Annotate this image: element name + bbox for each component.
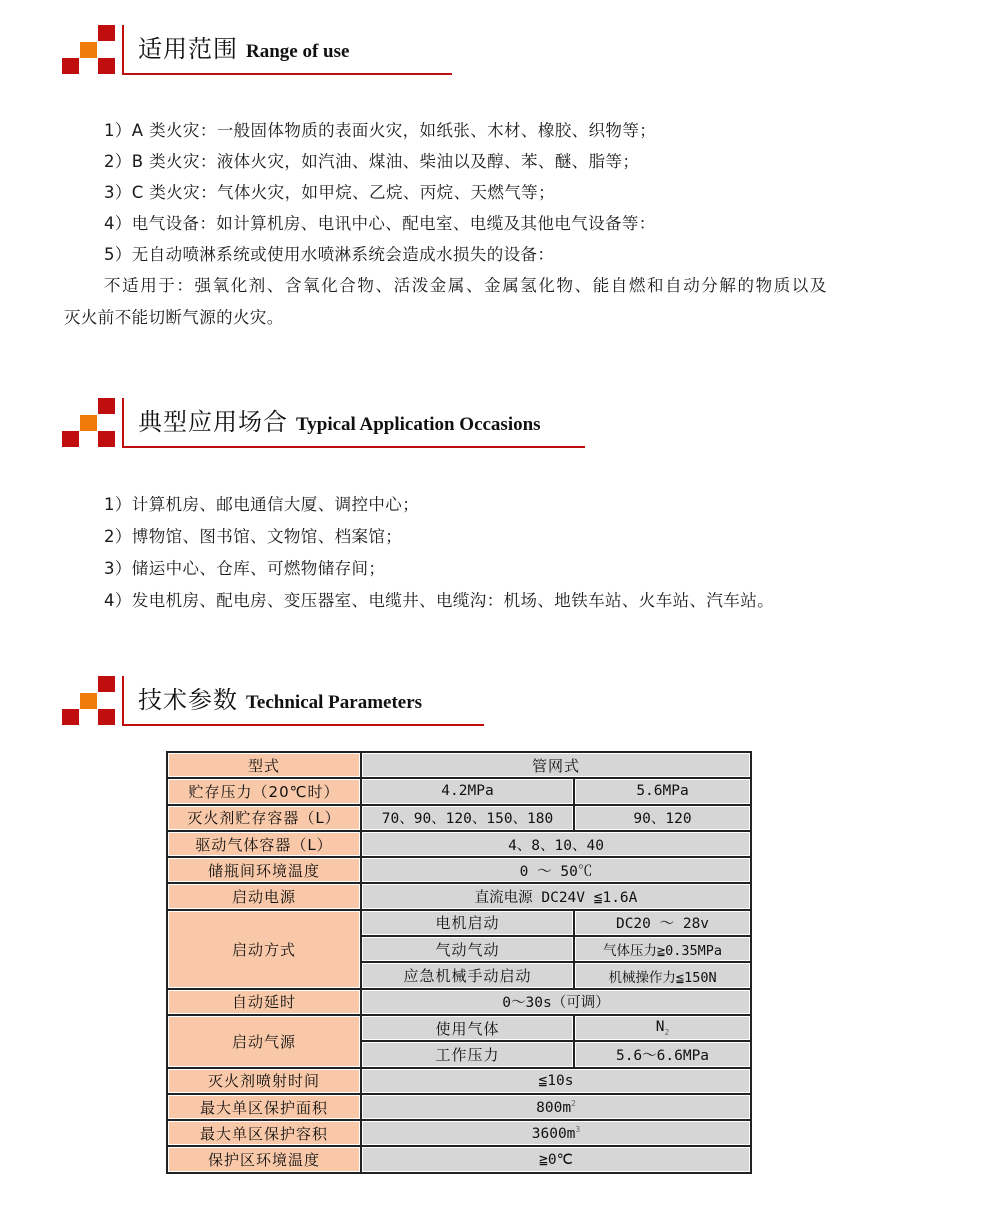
table-row <box>167 752 751 778</box>
param-label-start-mode: 启动方式 <box>167 910 361 989</box>
table-row <box>167 831 751 857</box>
param-label-container: 灭火剂贮存容器（L） <box>167 805 361 831</box>
table-row <box>167 910 751 936</box>
table-row <box>167 1015 751 1041</box>
technical-parameters-table <box>166 751 752 1174</box>
orange-square-icon <box>80 415 97 431</box>
param-value-type: 管网式 <box>361 752 751 778</box>
table-row <box>167 805 751 831</box>
param-value-drive-gas: 4、8、10、40 <box>361 831 751 857</box>
param-label-zone-temp: 保护区环境温度 <box>167 1146 361 1172</box>
occasion-item: 4）发电机房、配电房、变压器室、电缆井、电缆沟：机场、地铁车站、火车站、汽车站。 <box>104 591 774 610</box>
start-mode-spec: 机械操作力≦150N <box>574 962 751 988</box>
table-row <box>167 857 751 883</box>
range-item: 5）无自动喷淋系统或使用水喷淋系统会造成水损失的设备： <box>104 245 555 264</box>
section-title <box>138 34 349 67</box>
max-volume-unit-exponent: 3 <box>575 1124 581 1134</box>
header-underline <box>122 724 484 726</box>
section-title-en: Technical Parameters <box>246 692 423 713</box>
occasion-item: 3）储运中心、仓库、可燃物储存间； <box>104 559 386 578</box>
param-value-container-a: 70、90、120、150、180 <box>361 805 574 831</box>
section-title-en: Typical Application Occasions <box>296 414 541 435</box>
table-row <box>167 1068 751 1094</box>
param-label-gas-source: 启动气源 <box>167 1015 361 1068</box>
max-area-unit-exponent: 2 <box>571 1098 576 1108</box>
gas-source-value: 5.6～6.6MPa <box>574 1041 751 1067</box>
table-row <box>167 1146 751 1172</box>
gas-source-name: 工作压力 <box>361 1041 574 1067</box>
header-divider-vertical <box>122 676 124 726</box>
red-square-icon <box>98 709 115 725</box>
gas-source-value <box>574 1015 751 1041</box>
param-label-power: 启动电源 <box>167 883 361 909</box>
param-value-zone-temp: ≧0℃ <box>361 1146 751 1172</box>
gas-subscript: 2 <box>664 1028 670 1038</box>
red-square-icon <box>62 58 79 74</box>
range-item: 3）C 类火灾：气体火灾，如甲烷、乙烷、丙烷、天燃气等； <box>104 183 555 202</box>
start-mode-spec: 气体压力≧0.35MPa <box>574 936 751 962</box>
red-square-icon <box>62 431 79 447</box>
param-value-max-volume <box>361 1120 751 1146</box>
table-row <box>167 989 751 1015</box>
header-underline <box>122 73 452 75</box>
red-square-icon <box>98 676 115 692</box>
param-label-drive-gas: 驱动气体容器（L） <box>167 831 361 857</box>
section-title-cn: 技术参数 <box>138 686 238 714</box>
param-value-pressure-a: 4.2MPa <box>361 778 574 804</box>
param-value-delay: 0～30s（可调） <box>361 989 751 1015</box>
table-row <box>167 1120 751 1146</box>
gas-symbol: N <box>655 1019 665 1036</box>
range-item: 2）B 类火灾：液体火灾，如汽油、煤油、柴油以及醇、苯、醚、脂等； <box>104 152 640 171</box>
red-square-icon <box>98 431 115 447</box>
header-underline <box>122 446 585 448</box>
param-label-max-volume: 最大单区保护容积 <box>167 1120 361 1146</box>
max-area-number: 800m <box>536 1099 572 1116</box>
header-divider-vertical <box>122 398 124 448</box>
occasion-item: 2）博物馆、图书馆、文物馆、档案馆； <box>104 527 403 546</box>
max-volume-number: 3600m <box>531 1125 576 1142</box>
param-label-delay: 自动延时 <box>167 989 361 1015</box>
gas-source-name: 使用气体 <box>361 1015 574 1041</box>
param-value-max-area <box>361 1094 751 1120</box>
section-title-en: Range of use <box>246 41 350 62</box>
section-title-cn: 适用范围 <box>138 35 238 63</box>
param-value-container-b: 90、120 <box>574 805 751 831</box>
section-title <box>138 407 541 440</box>
table-row <box>167 883 751 909</box>
param-value-power: 直流电源 DC24V ≦1.6A <box>361 883 751 909</box>
red-square-icon <box>98 398 115 414</box>
param-label-max-area: 最大单区保护面积 <box>167 1094 361 1120</box>
table-row <box>167 778 751 804</box>
red-square-icon <box>98 58 115 74</box>
section-title <box>138 685 422 718</box>
red-square-icon <box>98 25 115 41</box>
param-label-spray-time: 灭火剂喷射时间 <box>167 1068 361 1094</box>
section-title-cn: 典型应用场合 <box>138 408 288 436</box>
param-label-type: 型式 <box>167 752 361 778</box>
range-item: 1）A 类火灾：一般固体物质的表面火灾，如纸张、木材、橡胶、织物等； <box>104 121 657 140</box>
start-mode-name: 应急机械手动启动 <box>361 962 574 988</box>
not-applicable-text: 不适用于：强氧化剂、含氧化合物、活泼金属、金属氢化物、能自燃和自动分解的物质以及 <box>104 276 828 295</box>
not-applicable-text-cont: 灭火前不能切断气源的火灾。 <box>64 308 284 327</box>
param-label-storage-pressure: 贮存压力（20℃时） <box>167 778 361 804</box>
start-mode-spec: DC20 ～ 28v <box>574 910 751 936</box>
param-value-pressure-b: 5.6MPa <box>574 778 751 804</box>
param-label-room-temp: 储瓶间环境温度 <box>167 857 361 883</box>
start-mode-name: 电机启动 <box>361 910 574 936</box>
range-item: 4）电气设备：如计算机房、电讯中心、配电室、电缆及其他电气设备等： <box>104 214 656 233</box>
occasion-item: 1）计算机房、邮电通信大厦、调控中心； <box>104 495 420 514</box>
table-row <box>167 1094 751 1120</box>
header-divider-vertical <box>122 25 124 75</box>
orange-square-icon <box>80 693 97 709</box>
param-value-room-temp: 0 ～ 50℃ <box>361 857 751 883</box>
red-square-icon <box>62 709 79 725</box>
start-mode-name: 气动气动 <box>361 936 574 962</box>
orange-square-icon <box>80 42 97 58</box>
param-value-spray-time: ≦10s <box>361 1068 751 1094</box>
